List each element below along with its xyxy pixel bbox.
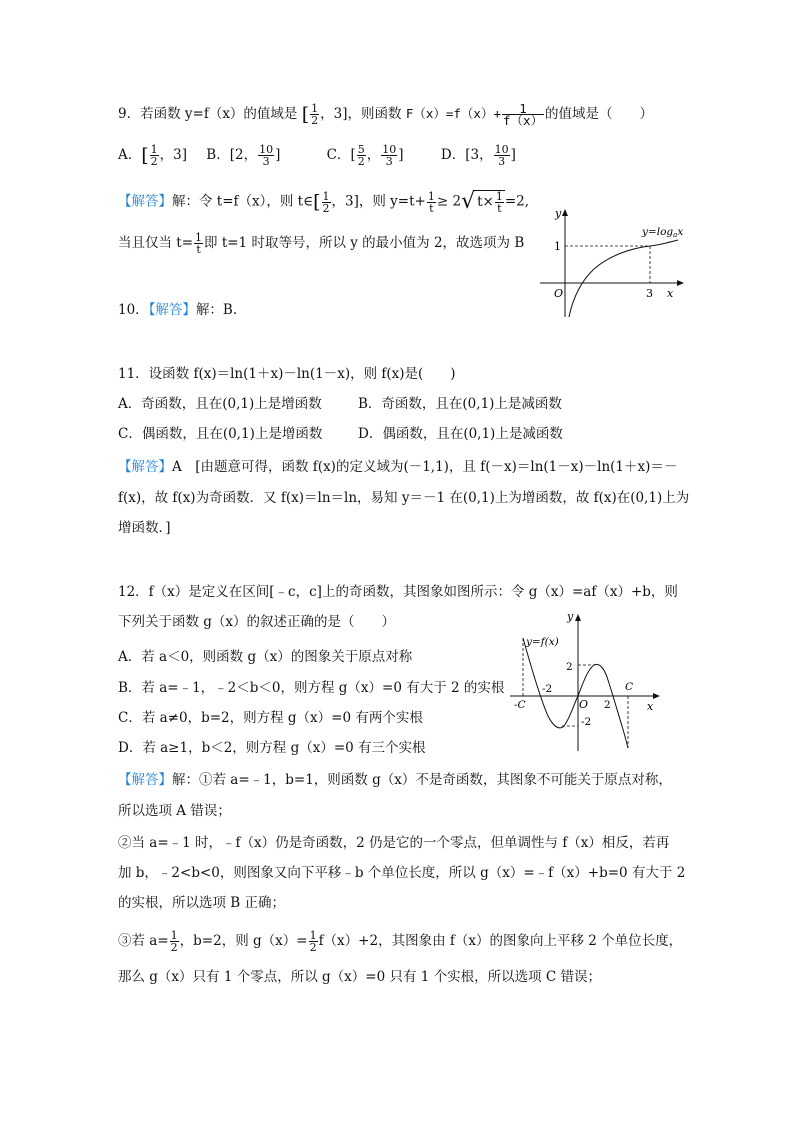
- frac-den: 2: [309, 941, 317, 954]
- q9-answer-b: ，3]，则 y=t+: [331, 193, 426, 210]
- frac-den: 2: [170, 941, 178, 954]
- frac-num: 10: [494, 143, 509, 156]
- q12-option-d: D．若 a≥1，b＜2，则方程 g（x）=0 有三个实根: [118, 740, 426, 756]
- x-axis-arrow: [677, 280, 684, 286]
- q12-answer-6c: f（x）+2，其图象由 f（x）的图象向上平移 2 个单位长度，: [318, 933, 683, 949]
- q9-sqrt: [475, 190, 505, 214]
- q11-option-a: A．奇函数，且在(0,1)上是增函数: [118, 396, 322, 412]
- frac-den: 2: [150, 155, 158, 168]
- frac-num: 1: [502, 103, 544, 115]
- x-axis-label: x: [667, 287, 674, 300]
- option-mid: ，: [366, 147, 381, 163]
- q12-stem-1: 12．f（x）是定义在区间[﹣c，c]上的奇函数，其图象如图所示：令 g（x）=af（x）+b，则: [118, 584, 678, 600]
- q12-answer-text: 解：①若 a=﹣1，b=1，则函数 g（x）不是奇函数，其图象不可能关于原点对称，: [172, 772, 672, 788]
- frac-num: 1: [322, 189, 330, 203]
- tick-label-3: 3: [646, 287, 653, 300]
- y-axis-label: y: [555, 207, 562, 220]
- frac-den: 3: [385, 155, 393, 168]
- frac-num: 1: [427, 189, 435, 203]
- q9-answer-line2-b: 即 t=1 时取等号，所以 y 的最小值为 2，故选项为 B: [204, 235, 525, 251]
- q12-option-c: C．若 a≠0，b=2，则方程 g（x）=0 有两个实根: [118, 710, 423, 726]
- log-graph: [538, 205, 688, 320]
- q12-option-b: B．若 a=﹣1，﹣2＜b＜0，则方程 g（x）=0 有大于 2 的实根: [118, 680, 505, 696]
- f-curve: [523, 638, 628, 748]
- q11-answer-3: 增函数．]: [118, 520, 171, 536]
- q9-stem-b: 的值域是（ ）: [545, 106, 654, 122]
- q9-range-rest: ，3]，则函数: [320, 106, 402, 122]
- frac-den: 2: [311, 114, 319, 127]
- frac-den: 3: [498, 155, 506, 168]
- option-label: A．: [118, 147, 142, 163]
- q9-option-d: [440, 143, 516, 168]
- q10-number: 10．: [118, 302, 149, 318]
- tick-label-neg2-y: -2: [581, 716, 592, 728]
- q9-option-a: A．[ $\frac{1}{2}$ ，3]: [118, 143, 188, 168]
- q9-answer-line1: 【解答】解：令 t=f（x），则 t∈[ $\frac{1}{2}$ ，3]，则 y=t+ $\frac{1}{t}$ ≥ 2√ t× $\frac{1}{t}$ =2,: [118, 189, 530, 215]
- frac-den: t: [429, 201, 434, 215]
- x-axis-label: x: [647, 700, 654, 713]
- q12-answer-2: 所以选项 A 错误；: [118, 803, 231, 819]
- option-tail: ]: [275, 147, 281, 163]
- answer-tag: 【解答】: [118, 193, 172, 210]
- q9-bracket: [: [301, 103, 310, 126]
- q12-stem-2: 下列关于函数 g（x）的叙述正确的是（ ）: [118, 614, 396, 630]
- q9-answer-a: 解：令 t=f（x），则 t∈: [172, 193, 314, 210]
- q11-answer-1: [118, 457, 677, 477]
- x-axis-arrow: [653, 693, 660, 699]
- q12-answer-6b: ，b=2，则 g（x）=: [179, 933, 308, 949]
- option-tail: ，3]: [159, 147, 188, 163]
- tick-label-c: C: [625, 681, 634, 693]
- q12-answer-3: ②当 a=﹣1 时，﹣f（x）仍是奇函数，2 仍是它的一个零点，但单调性与 f（x）相反，若再: [118, 835, 670, 851]
- frac-num: 1: [150, 143, 158, 156]
- q9-options: [118, 144, 516, 167]
- frac-den: t: [196, 243, 201, 256]
- y-axis-arrow: [575, 614, 581, 621]
- q12-answer-7: 那么 g（x）只有 1 个零点，所以 g（x）=0 只有 1 个实根，所以选项 C 错误；: [118, 969, 602, 985]
- answer-tag: 【解答】: [148, 302, 196, 318]
- q10: [118, 300, 237, 320]
- option-head: [: [350, 147, 356, 163]
- option-head: [2，: [229, 147, 258, 163]
- q9-stem-a: 9．若函数 y=f（x）的值域是: [118, 106, 298, 122]
- frac-num: 1: [170, 929, 178, 942]
- origin-label: O: [554, 287, 564, 300]
- q9-range-fraction: [310, 103, 319, 126]
- option-tail: ]: [398, 147, 404, 163]
- origin-label: O: [579, 698, 589, 711]
- q9-F-lhs: F（x）=f（x）+: [405, 106, 501, 121]
- q12-answer-6a: ③若 a=: [118, 933, 169, 949]
- frac-den: 2: [357, 155, 365, 168]
- tick-label-2-x: 2: [604, 699, 611, 711]
- q11-answer-text: A [由题意可得，函数 f(x)的定义域为(－1,1)，且 f(－x)＝ln(1－x)－ln(1＋x)＝－: [172, 459, 678, 475]
- frac-num: 1: [495, 190, 503, 203]
- q9-answer-line2-a: 当且仅当 t=: [118, 235, 194, 251]
- frac-num: 5: [357, 143, 365, 156]
- q12-answer-4: 加 b，﹣2<b<0，则图象又向下平移﹣b 个单位长度，所以 g（x）=﹣f（x）+b=0 有大于 2: [118, 865, 686, 881]
- q11-option-b: B．奇函数，且在(0,1)上是减函数: [358, 396, 562, 412]
- frac-num: 10: [259, 143, 274, 156]
- q11-option-d: D．偶函数，且在(0,1)上是减函数: [358, 426, 563, 442]
- log-curve: [569, 240, 678, 317]
- option-label: C．: [326, 147, 351, 163]
- frac-num: 1: [195, 231, 203, 244]
- answer-tag: 【解答】: [118, 772, 172, 788]
- frac-den: f（x）: [502, 113, 544, 128]
- q9-answer-d: =2,: [504, 193, 530, 210]
- q10-text: 解：B.: [195, 302, 238, 318]
- frac-den: 3: [262, 155, 270, 168]
- tick-label-neg-c: -C: [514, 699, 526, 711]
- option-head: [3，: [465, 147, 493, 163]
- q9-option-b: [206, 144, 322, 167]
- q12-option-a: A．若 a＜0，则函数 g（x）的图象关于原点对称: [118, 649, 413, 665]
- frac-num: 1: [311, 102, 319, 115]
- q11-option-c: C．偶函数，且在(0,1)上是增函数: [118, 426, 323, 442]
- curve-label: y=f(x): [526, 636, 559, 648]
- tick-label-neg2-x: -2: [542, 683, 553, 695]
- frac-den: 2: [322, 201, 330, 215]
- q12-answer-5: 的实根，所以选项 B 正确；: [118, 895, 286, 911]
- odd-function-graph: [508, 608, 663, 753]
- y-axis-label: y: [567, 610, 574, 623]
- answer-tag: 【解答】: [118, 459, 172, 475]
- q11-stem: 11．设函数 f(x)＝ln(1＋x)－ln(1－x)，则 f(x)是( ): [118, 366, 456, 382]
- y-axis-arrow: [562, 209, 568, 216]
- q9-answer-line2: [118, 232, 524, 255]
- tick-label-1: 1: [554, 240, 561, 253]
- option-label: D．: [440, 147, 466, 163]
- curve-label: y=logax: [642, 226, 684, 239]
- q12-answer-1: [118, 770, 672, 790]
- q12-answer-6: [118, 930, 682, 953]
- frac-num: 10: [382, 143, 397, 156]
- option-tail: ]: [510, 147, 516, 163]
- frac-den: t: [497, 202, 502, 215]
- q9-F-fraction: [502, 103, 544, 126]
- q9-stem: [118, 103, 653, 126]
- q9-answer-c: ≥ 2: [436, 193, 462, 210]
- tick-label-2: 2: [566, 661, 573, 673]
- frac-num: 1: [309, 929, 317, 942]
- sqrt-body: t×: [477, 194, 494, 210]
- q11-answer-2: f(x)，故 f(x)为奇函数．又 f(x)＝ln＝ln，易知 y＝－1 在(0,1)上为增函数，故 f(x)在(0,1)上为: [118, 490, 690, 506]
- option-label: B．: [206, 147, 230, 163]
- q9-option-c: [327, 144, 437, 167]
